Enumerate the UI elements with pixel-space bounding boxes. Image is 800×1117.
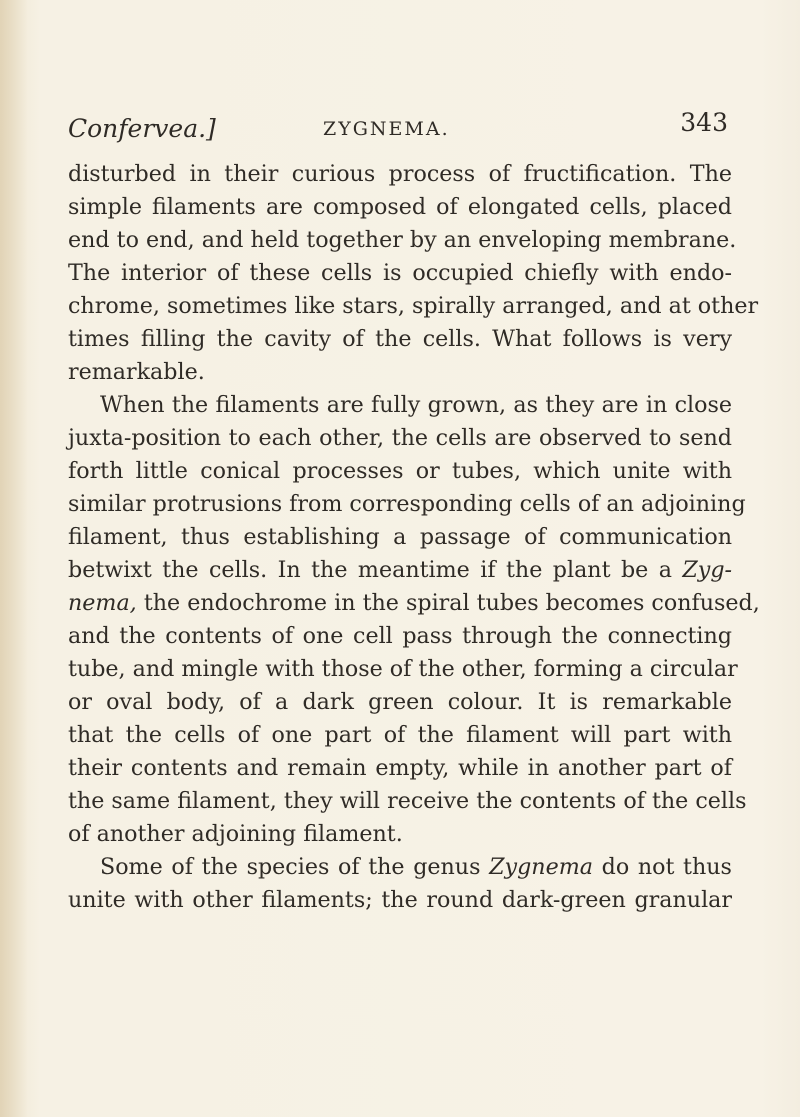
genus-name: Zygnema (489, 854, 593, 880)
page-number: 343 (680, 108, 728, 137)
body-text (68, 158, 760, 917)
text-line: nema, the endochrome in the spiral tubes becomes confused, (68, 590, 760, 616)
text-line: The interior of these cells is occupied chiefly with endo- (68, 260, 732, 286)
text-line: that the cells of one part of the filament will part with (68, 722, 732, 748)
text-line: betwixt the cells. In the meantime if the plant be a Zyg- (68, 557, 733, 583)
text-line: end to end, and held together by an enveloping membrane. (68, 227, 737, 253)
text-line: and the contents of one cell pass through the connecting (68, 623, 732, 649)
text-line: When the filaments are fully grown, as they are in close (100, 392, 732, 418)
running-head-title: ZYGNEMA. (323, 118, 450, 140)
text-line: simple filaments are composed of elongated cells, placed (68, 194, 732, 220)
paragraph-1 (68, 158, 759, 389)
genus-name: nema, (68, 590, 137, 616)
binding-shadow (0, 0, 28, 1117)
text-line: forth little conical processes or tubes, which unite with (68, 458, 732, 484)
text-line: their contents and remain empty, while in another part of (68, 755, 732, 781)
text-line: chrome, sometimes like stars, spirally arranged, and at other (68, 293, 759, 319)
running-head-section: Confervea.] (68, 114, 216, 143)
text-line: of another adjoining filament. (68, 821, 403, 847)
text-line: disturbed in their curious process of fructification. The (68, 161, 732, 187)
running-head (68, 108, 728, 148)
text-line: the same filament, they will receive the contents of the cells (68, 788, 747, 814)
text-line: filament, thus establishing a passage of communication (68, 524, 732, 550)
text-line: unite with other filaments; the round dark-green granular (68, 887, 732, 913)
text-line: juxta-position to each other, the cells are observed to send (68, 425, 732, 451)
text-line: times filling the cavity of the cells. What follows is very (68, 326, 732, 352)
paragraph-3 (68, 851, 732, 917)
text-line: similar protrusions from corresponding cells of an adjoining (68, 491, 746, 517)
text-line: or oval body, of a dark green colour. It is remarkable (68, 689, 732, 715)
text-line: remarkable. (68, 359, 205, 385)
paragraph-2 (68, 389, 760, 851)
genus-name: Zyg- (682, 557, 733, 583)
text-line: tube, and mingle with those of the other, forming a circular (68, 656, 738, 682)
text-line: Some of the species of the genus Zygnema do not thus (100, 854, 732, 880)
